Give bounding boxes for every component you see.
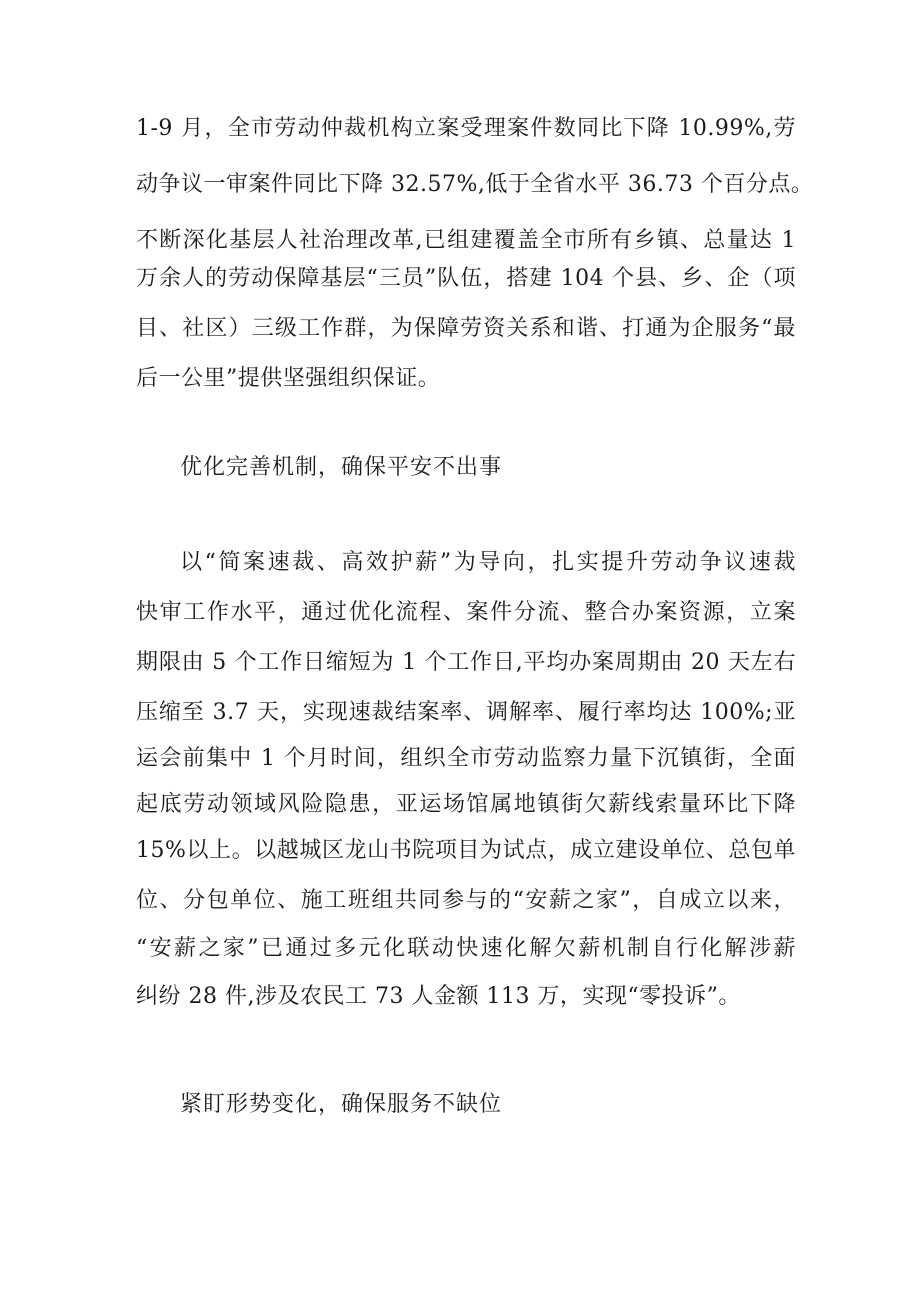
paragraph-1-line-3: 不断深化基层人社治理改革,已组建覆盖全市所有乡镇、总量达 1 [136, 228, 796, 253]
paragraph-1-line-2: 动争议一审案件同比下降 32.57%,低于全省水平 36.73 个百分点。 [136, 172, 814, 197]
paragraph-1-line-5: 目、社区）三级工作群，为保障劳资关系和谐、打通为企服务“最 [136, 316, 796, 341]
paragraph-2-line-9: “安薪之家”已通过多元化联动快速化解欠薪机制自行化解涉薪 [136, 936, 796, 961]
paragraph-1-line-4: 万余人的劳动保障基层“三员”队伍，搭建 104 个县、乡、企（项 [136, 266, 796, 291]
paragraph-2-line-4: 压缩至 3.7 天，实现速裁结案率、调解率、履行率均达 100%;亚 [136, 700, 796, 725]
paragraph-2-line-10: 纠纷 28 件,涉及农民工 73 人金额 113 万，实现“零投诉”。 [136, 984, 741, 1009]
paragraph-2-line-5: 运会前集中 1 个月时间，组织全市劳动监察力量下沉镇街，全面 [136, 746, 796, 771]
paragraph-2-line-6: 起底劳动领域风险隐患，亚运场馆属地镇街欠薪线索量环比下降 [136, 792, 796, 817]
section-heading-1: 优化完善机制，确保平安不出事 [180, 455, 503, 480]
paragraph-2-line-1: 以“简案速裁、高效护薪”为导向，扎实提升劳动争议速裁 [180, 550, 796, 575]
paragraph-2-line-7: 15%以上。以越城区龙山书院项目为试点，成立建设单位、总包单 [136, 838, 796, 863]
paragraph-1-line-6: 后一公里”提供坚强组织保证。 [136, 366, 441, 391]
paragraph-1-line-1: 1-9 月，全市劳动仲裁机构立案受理案件数同比下降 10.99%,劳 [136, 116, 796, 141]
paragraph-2-line-8: 位、分包单位、施工班组共同参与的“安薪之家”，自成立以来， [136, 888, 796, 913]
paragraph-2-line-3: 期限由 5 个工作日缩短为 1 个工作日,平均办案周期由 20 天左右 [136, 650, 796, 675]
paragraph-2-line-2: 快审工作水平，通过优化流程、案件分流、整合办案资源，立案 [136, 600, 796, 625]
section-heading-2: 紧盯形势变化，确保服务不缺位 [180, 1092, 503, 1117]
